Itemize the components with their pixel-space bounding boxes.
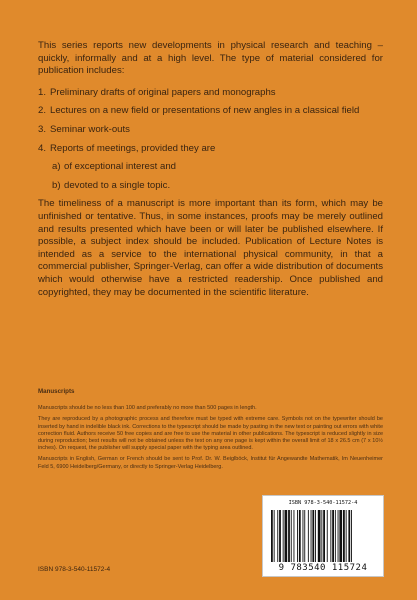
list-item-text: Lectures on a new field or presentations of new angles in a classical field (50, 105, 360, 117)
publication-types-list (38, 87, 383, 193)
list-item-text: Reports of meetings, provided they are (50, 142, 216, 154)
manuscripts-section (38, 388, 383, 475)
sublist-item-text: of exceptional interest and (64, 161, 177, 173)
manuscripts-typing-paragraph: They are reproduced by a photographic process and therefore must be typed with extreme care. Symbols not on the typewriter should be inserted by hand in indelible black ink. Corrections to the typescript should be made by pasting in the new text or painting out errors with white correction fluid. Authors receive 50 free copies and are free to use the material in other publications. The typescript is reduced slightly in size during reproduction; best results will not be obtained unless the text on any one page is kept within the overall limit of 18 x 26.5 cm (7 x 10½ inches). On request, the publisher will supply special paper with the typing area outlined. (38, 416, 383, 452)
intro-paragraph: This series reports new developments in physical research and teaching – quickly, informally and at a high level. The type of material considered for publication includes: (38, 40, 383, 77)
list-item-text: Preliminary drafts of original papers and monographs (50, 86, 276, 98)
list-item (38, 87, 383, 100)
barcode-label (262, 495, 384, 577)
list-item-number: 1. (38, 86, 47, 98)
sublist-item-text: devoted to a single topic. (64, 179, 171, 191)
sublist-item (52, 161, 383, 174)
list-item (38, 143, 383, 156)
sublist-item-letter: b) (52, 179, 61, 191)
list-item-number: 4. (38, 142, 47, 154)
list-item (38, 105, 383, 118)
list-item-number: 2. (38, 105, 47, 117)
list-item-number: 3. (38, 123, 47, 135)
manuscripts-submission-paragraph: Manuscripts in English, German or French should be sent to Prof. Dr. W. Beiglböck, Institut für Angewandte Mathematik, Im Neuenheimer Feld 5, 6900 Heidelberg/Germany, or directly to Springer-Verlag Heidelberg. (38, 456, 383, 470)
isbn-number: ISBN 978-3-540-11572-4 (38, 566, 111, 573)
manuscripts-heading: Manuscripts (38, 388, 75, 395)
barcode-digits: 9 783540 115724 (278, 563, 368, 573)
sublist-item-letter: a) (52, 161, 61, 173)
meeting-conditions-sublist (52, 161, 383, 192)
list-item (38, 124, 383, 137)
barcode-icon (271, 510, 377, 562)
barcode-isbn-text: ISBN 978-3-540-11572-4 (288, 500, 358, 506)
body-paragraph: The timeliness of a manuscript is more important than its form, which may be unfinished or tentative. Thus, in some instances, proofs may be merely outlined and results presented which have been or will later be published elsewhere. If possible, a subject index should be included. Publication of Lecture Notes is intended as a service to the international physical community, in that a commercial publisher, Springer-Verlag, can offer a wide distribution of documents which would otherwise have a restricted readership. Once published and copyrighted, they may be documented in the scientific literature. (38, 198, 383, 298)
list-item-text: Seminar work-outs (50, 123, 130, 135)
series-description (38, 40, 383, 299)
manuscripts-length-paragraph: Manuscripts should be no less than 100 and preferably no more than 500 pages in length. (38, 405, 257, 412)
sublist-item (52, 180, 383, 193)
